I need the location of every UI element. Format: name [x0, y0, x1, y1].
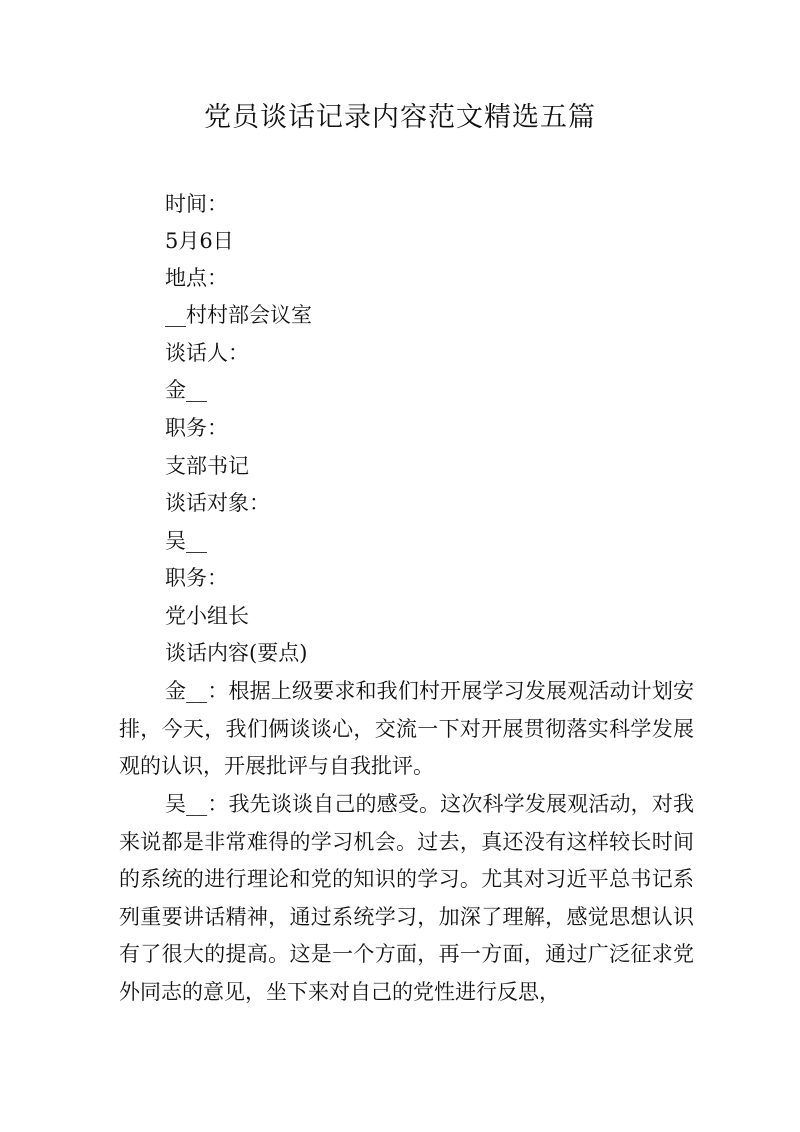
paragraph-speaker-jin: 金__：根据上级要求和我们村开展学习发展观活动计划安排，今天，我们俩谈谈心，交流一下对开展贯彻落实科学发展观的认识，开展批评与自我批评。	[119, 679, 694, 779]
document-title: 党员谈话记录内容范文精选五篇	[204, 102, 596, 133]
field-interviewee-label: 谈话对象：	[165, 491, 270, 515]
field-time-label: 时间：	[165, 192, 228, 216]
field-speaker-position-label: 职务：	[165, 416, 228, 440]
field-location-value: __村村部会议室	[165, 303, 312, 327]
field-interviewee-position-value: 党小组长	[165, 604, 249, 628]
field-time-value: 5月6日	[165, 229, 234, 253]
field-content-heading: 谈话内容(要点)	[165, 641, 308, 665]
field-speaker-label: 谈话人：	[165, 341, 249, 365]
field-interviewee-value: 吴__	[165, 529, 207, 553]
field-interviewee-position-label: 职务：	[165, 566, 228, 590]
field-location-label: 地点：	[165, 266, 228, 290]
field-speaker-position-value: 支部书记	[165, 454, 249, 478]
field-speaker-value: 金__	[165, 378, 207, 402]
paragraph-speaker-wu: 吴__：我先谈谈自己的感受。这次科学发展观活动，对我来说都是非常难得的学习机会。过去，真还没有这样较长时间的系统的进行理论和党的知识的学习。尤其对习近平总书记系列重要讲话精神，通过系统学习，加深了理解，感觉思想认识有了很大的提高。这是一个方面，再一方面，通过广泛征求党外同志的意见，坐下来对自己的党性进行反思，	[119, 792, 694, 1004]
